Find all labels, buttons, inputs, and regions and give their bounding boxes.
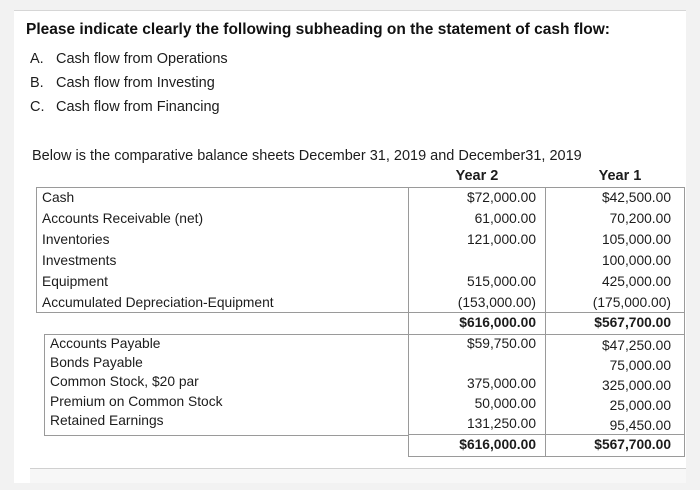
- row-label: Accumulated Depreciation-Equipment: [42, 295, 274, 310]
- header-year-2: Year 2: [455, 168, 499, 184]
- row-y2-value: (153,000.00): [457, 295, 536, 310]
- row-y2-value: $72,000.00: [466, 190, 536, 205]
- row-y1-value: 325,000.00: [601, 378, 671, 393]
- row-y2-value: 50,000.00: [474, 396, 536, 411]
- row-label: Equipment: [42, 274, 108, 289]
- row-label: Bonds Payable: [50, 355, 143, 370]
- row-y1-value: $42,500.00: [601, 190, 671, 205]
- option-a: [30, 47, 228, 71]
- options-list: [30, 47, 228, 119]
- row-label: Premium on Common Stock: [50, 394, 223, 409]
- row-label: Common Stock, $20 par: [50, 374, 199, 389]
- option-b: [30, 71, 228, 95]
- row-y1-value: (175,000.00): [592, 295, 671, 310]
- row-label: Investments: [42, 253, 117, 268]
- table-intro: Below is the comparative balance sheets December 31, 2019 and December31, 2019: [32, 148, 582, 164]
- row-label: Retained Earnings: [50, 413, 164, 428]
- row-y1-value: $47,250.00: [601, 338, 671, 353]
- header-year-1: Year 1: [598, 168, 642, 184]
- row-label: Accounts Payable: [50, 336, 161, 351]
- option-c: [30, 95, 228, 119]
- question-heading: Please indicate clearly the following subheading on the statement of cash flow:: [26, 21, 610, 38]
- row-label: Inventories: [42, 232, 110, 247]
- row-y2-value: 131,250.00: [466, 416, 536, 431]
- row-y2-value: $59,750.00: [466, 336, 536, 351]
- row-y1-value: 25,000.00: [609, 398, 671, 413]
- row-label: Accounts Receivable (net): [42, 211, 204, 226]
- row-y1-value: 70,200.00: [609, 211, 671, 226]
- option-text: Cash flow from Investing: [56, 75, 215, 91]
- row-y1-value: 105,000.00: [601, 232, 671, 247]
- row-y2-value: 515,000.00: [466, 274, 536, 289]
- option-letter: A.: [30, 51, 44, 67]
- row-y1-value: 100,000.00: [601, 253, 671, 268]
- row-y2-value: 61,000.00: [474, 211, 536, 226]
- row-y1-value: 75,000.00: [609, 358, 671, 373]
- liab-total-y1: $567,700.00: [594, 437, 671, 452]
- row-y1-value: 95,450.00: [609, 418, 671, 433]
- option-text: Cash flow from Financing: [56, 99, 220, 115]
- liab-total-y2: $616,000.00: [459, 437, 536, 452]
- next-element-strip: [30, 468, 686, 483]
- option-letter: C.: [30, 99, 45, 115]
- asset-total-y2: $616,000.00: [459, 315, 536, 330]
- row-label: Cash: [42, 190, 75, 205]
- asset-total-y1: $567,700.00: [594, 315, 671, 330]
- row-y1-value: 425,000.00: [601, 274, 671, 289]
- row-y2-value: 121,000.00: [466, 232, 536, 247]
- row-y2-value: 375,000.00: [466, 376, 536, 391]
- option-text: Cash flow from Operations: [56, 51, 228, 67]
- option-letter: B.: [30, 75, 44, 91]
